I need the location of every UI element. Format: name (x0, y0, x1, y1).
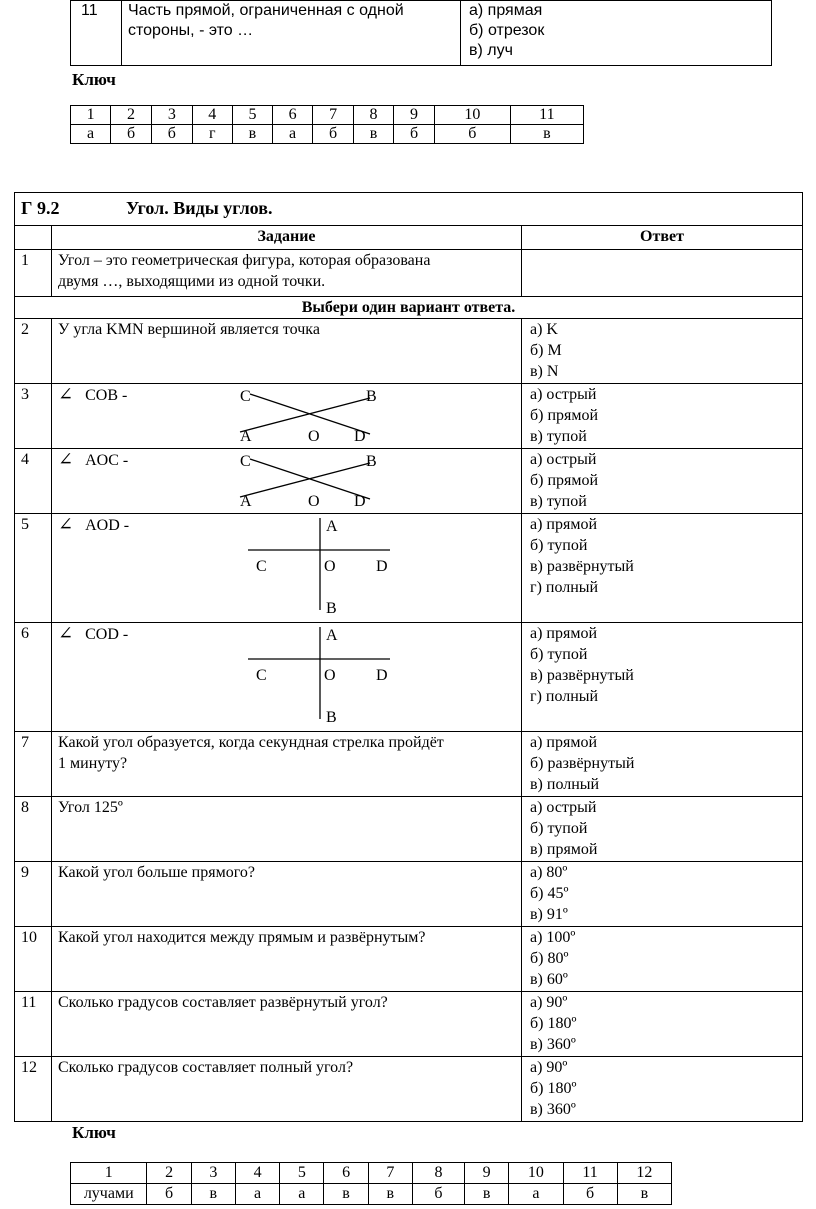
table-row (15, 732, 803, 797)
angle-label (58, 384, 127, 406)
key-answer: б (151, 125, 192, 144)
key-answers-row (71, 1184, 672, 1205)
option: а) 90º (530, 1059, 568, 1076)
table-row (15, 1057, 803, 1122)
table-row (15, 992, 803, 1057)
point-label: O (308, 493, 320, 510)
options-cell (522, 862, 803, 927)
table-row (15, 449, 803, 514)
key-number: 2 (111, 106, 152, 125)
row-num: 11 (15, 992, 52, 1057)
key-answer: б (563, 1184, 617, 1205)
key-numbers-row (71, 1163, 672, 1184)
options-cell (522, 732, 803, 797)
header-answer: Ответ (522, 226, 803, 250)
key-number: 2 (147, 1163, 191, 1184)
key-number: 5 (232, 106, 272, 125)
option: г) полный (530, 688, 599, 705)
key-answer: б (111, 125, 152, 144)
question-line: 1 минуту? (58, 755, 128, 772)
option: в) 60º (530, 971, 568, 988)
option: б) 180º (530, 1080, 577, 1097)
key-number: 7 (313, 106, 354, 125)
angle-figure (58, 623, 521, 731)
section-title: Угол. Виды углов. (125, 198, 273, 218)
key-answer: а (71, 125, 111, 144)
option: а) прямой (530, 625, 598, 642)
options-cell (522, 1057, 803, 1122)
point-label: O (324, 667, 336, 684)
point-label: D (376, 667, 388, 684)
option: а) 90º (530, 994, 568, 1011)
section-header-row (15, 193, 803, 226)
point-label: A (240, 493, 252, 510)
angle-icon: ∠ (58, 449, 74, 469)
point-label: C (240, 388, 251, 405)
key-number: 3 (191, 1163, 235, 1184)
option: в) развёрнутый (530, 558, 634, 575)
option: б) 80º (530, 950, 569, 967)
angle-icon: ∠ (58, 514, 74, 534)
option: в) прямой (530, 841, 598, 858)
option: б) M (530, 342, 562, 359)
options-cell (522, 797, 803, 862)
key-number: 6 (273, 106, 313, 125)
option: б) прямой (530, 472, 599, 489)
row-num: 2 (15, 319, 52, 384)
question-cell (52, 797, 522, 862)
key-answer: г (192, 125, 232, 144)
table-row (71, 1, 772, 66)
options-cell (522, 992, 803, 1057)
key-number: 10 (434, 106, 510, 125)
options-cell (522, 927, 803, 992)
key-answer: в (617, 1184, 671, 1205)
option: г) полный (530, 579, 599, 596)
question-line: Сколько градусов составляет полный угол? (58, 1059, 354, 1076)
key-number: 9 (394, 106, 435, 125)
question-cell (52, 862, 522, 927)
question-cell (52, 514, 522, 623)
option: в) луч (469, 42, 513, 59)
key-answer: в (368, 1184, 412, 1205)
angle-label (58, 623, 128, 645)
angle-name: COB - (85, 387, 128, 404)
key-number: 4 (192, 106, 232, 125)
key-answer: в (353, 125, 393, 144)
option: а) 100º (530, 929, 576, 946)
option: в) 360º (530, 1036, 576, 1053)
table-row (15, 514, 803, 623)
key-number: 1 (71, 106, 111, 125)
key-number: 12 (617, 1163, 671, 1184)
key-answer: лучами (71, 1184, 147, 1205)
table-row (15, 250, 803, 297)
option: в) тупой (530, 428, 587, 445)
table-row (15, 927, 803, 992)
point-label: C (256, 667, 267, 684)
row-num: 6 (15, 623, 52, 732)
option: в) N (530, 363, 559, 380)
point-label: O (324, 558, 336, 575)
angle-name: AOC - (85, 452, 129, 469)
key-answer: в (465, 1184, 509, 1205)
row-num: 5 (15, 514, 52, 623)
option: а) 80º (530, 864, 568, 881)
option: б) тупой (530, 820, 588, 837)
key-number: 11 (510, 106, 583, 125)
intersecting-lines-diagram (230, 384, 430, 448)
angle-icon: ∠ (58, 384, 74, 404)
key-title: Ключ (72, 1123, 116, 1142)
question-cell (52, 992, 522, 1057)
key-number: 7 (368, 1163, 412, 1184)
key-number: 9 (465, 1163, 509, 1184)
question-cell (52, 732, 522, 797)
question-line: Какой угол находится между прямым и развёрнутым? (58, 929, 426, 946)
point-label: B (326, 600, 337, 617)
option: в) 360º (530, 1101, 576, 1118)
question-line: Какой угол образуется, когда секундная стрелка пройдёт (58, 734, 444, 751)
option: а) острый (530, 799, 597, 816)
angle-icon: ∠ (58, 623, 74, 643)
key-answer: б (434, 125, 510, 144)
answer-key-table (70, 105, 584, 144)
intersecting-lines-diagram (230, 449, 430, 513)
table-row (15, 384, 803, 449)
question-line: стороны, - это … (128, 22, 254, 39)
choose-one-instruction: Выбери один вариант ответа. (15, 297, 803, 319)
quiz-table (14, 192, 803, 1122)
question-line: Угол 125º (58, 799, 123, 816)
question-cell (52, 449, 522, 514)
point-label: A (326, 627, 338, 644)
option: а) прямая (469, 2, 543, 19)
key-number: 8 (412, 1163, 464, 1184)
angle-name: AOD - (85, 517, 130, 534)
question-line: У угла KMN вершиной является точка (58, 321, 320, 338)
question-cell (122, 1, 461, 66)
question-line: Какой угол больше прямого? (58, 864, 255, 881)
option: б) тупой (530, 537, 588, 554)
option: б) 45º (530, 885, 569, 902)
angle-figure (58, 384, 521, 448)
point-label: D (354, 493, 366, 510)
table-row (15, 797, 803, 862)
row-num: 9 (15, 862, 52, 927)
key-answers-row (71, 125, 584, 144)
row-num: 4 (15, 449, 52, 514)
column-header-row (15, 226, 803, 250)
key-number: 3 (151, 106, 192, 125)
point-label: A (326, 518, 338, 535)
key-answer: а (280, 1184, 324, 1205)
point-label: O (308, 428, 320, 445)
table-row (15, 862, 803, 927)
question-cell (52, 1057, 522, 1122)
section-code: Г 9.2 (21, 198, 60, 218)
option: б) отрезок (469, 22, 545, 39)
row-num: 3 (15, 384, 52, 449)
key-answer: б (313, 125, 354, 144)
question-cell (52, 927, 522, 992)
point-label: A (240, 428, 252, 445)
point-label: B (366, 388, 377, 405)
key-number: 4 (235, 1163, 279, 1184)
key-title: Ключ (72, 70, 116, 89)
key-answer: б (147, 1184, 191, 1205)
key-answer: в (232, 125, 272, 144)
question-line: Угол – это геометрическая фигура, которая образована (58, 252, 431, 269)
row-num: 8 (15, 797, 52, 862)
option: б) развёрнутый (530, 755, 635, 772)
option: б) тупой (530, 646, 588, 663)
answer-key-table (70, 1162, 672, 1205)
row-num: 12 (15, 1057, 52, 1122)
option: в) полный (530, 776, 600, 793)
angle-name: COD - (85, 626, 129, 643)
question-line: Часть прямой, ограниченная с одной (128, 2, 404, 19)
options-cell (522, 623, 803, 732)
point-label: C (256, 558, 267, 575)
instruction-row (15, 297, 803, 319)
row-num: 1 (15, 250, 52, 297)
question-cell (52, 384, 522, 449)
question-line: двумя …, выходящими из одной точки. (58, 273, 326, 290)
option: в) 91º (530, 906, 568, 923)
question-cell (52, 623, 522, 732)
header-task: Задание (52, 226, 522, 250)
table-row (15, 623, 803, 732)
option: в) тупой (530, 493, 587, 510)
key-number: 5 (280, 1163, 324, 1184)
point-label: B (366, 453, 377, 470)
table-row (15, 319, 803, 384)
option: б) 180º (530, 1015, 577, 1032)
key-answer: а (235, 1184, 279, 1205)
point-label: D (354, 428, 366, 445)
angle-label (58, 449, 128, 471)
key-answer: в (324, 1184, 368, 1205)
key-answer: а (273, 125, 313, 144)
option: в) развёрнутый (530, 667, 634, 684)
options-cell (522, 514, 803, 623)
key-number: 11 (563, 1163, 617, 1184)
options-cell (522, 384, 803, 449)
key-number: 10 (509, 1163, 563, 1184)
option: а) острый (530, 451, 597, 468)
options-cell (522, 319, 803, 384)
angle-figure (58, 449, 521, 513)
point-label: C (240, 453, 251, 470)
question-line: Сколько градусов составляет развёрнутый угол? (58, 994, 388, 1011)
prev-table (70, 0, 772, 66)
options-cell (461, 1, 772, 66)
angle-figure (58, 514, 521, 622)
option: а) прямой (530, 516, 598, 533)
point-label: D (376, 558, 388, 575)
key-number: 1 (71, 1163, 147, 1184)
options-cell (522, 449, 803, 514)
row-num: 11 (71, 1, 122, 66)
question-cell (52, 319, 522, 384)
option: а) K (530, 321, 558, 338)
row-num: 10 (15, 927, 52, 992)
key-number: 8 (353, 106, 393, 125)
key-answer: а (509, 1184, 563, 1205)
key-answer: б (394, 125, 435, 144)
angle-label (58, 514, 129, 536)
key-answer: в (510, 125, 583, 144)
options-cell (522, 250, 803, 297)
key-answer: б (412, 1184, 464, 1205)
option: а) острый (530, 386, 597, 403)
row-num: 7 (15, 732, 52, 797)
option: б) прямой (530, 407, 599, 424)
question-cell (52, 250, 522, 297)
key-numbers-row (71, 106, 584, 125)
key-number: 6 (324, 1163, 368, 1184)
option: а) прямой (530, 734, 598, 751)
key-answer: в (191, 1184, 235, 1205)
point-label: B (326, 709, 337, 726)
